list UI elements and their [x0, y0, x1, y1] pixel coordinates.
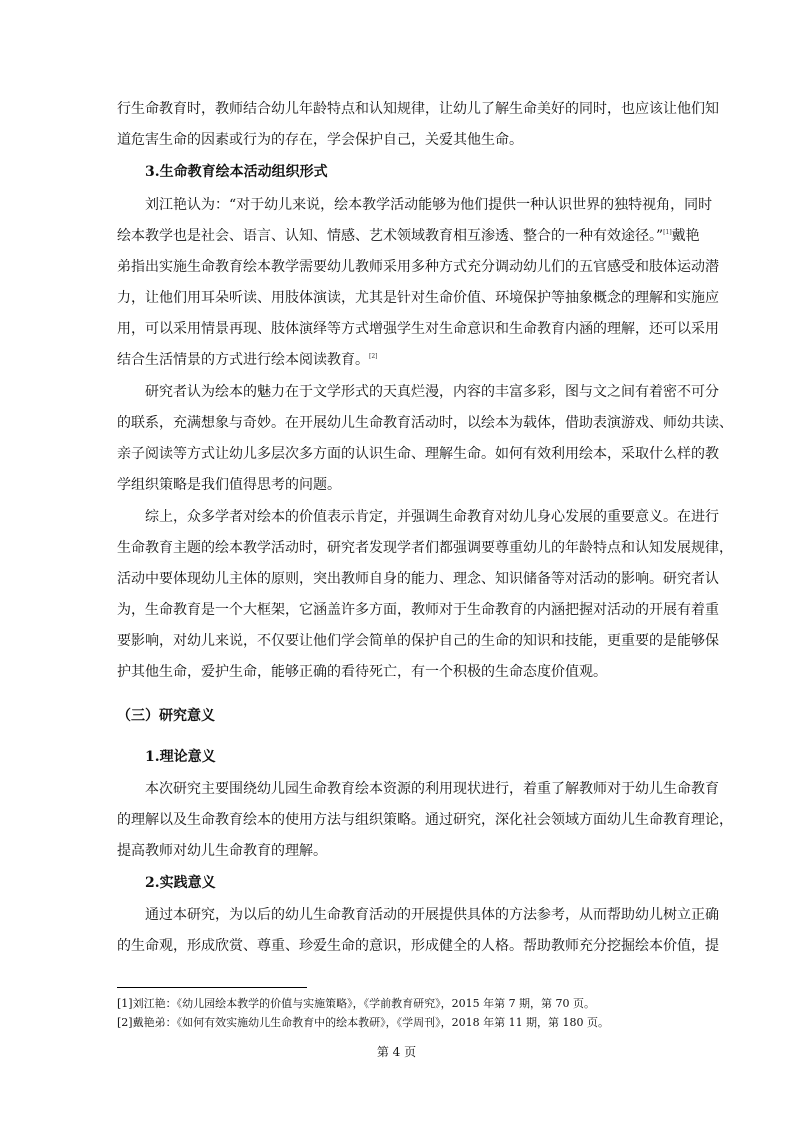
body-line: 道危害生命的因素或行为的存在，学会保护自己，关爱其他生命。 — [117, 132, 523, 148]
body-line: 的理解以及生命教育绘本的使用方法与组织策略。通过研究，深化社会领域方面幼儿生命教育理论， — [117, 812, 733, 828]
body-line: 要影响，对幼儿来说，不仅要让他们学会简单的保护自己的生命的知识和技能，更重要的是能够保 — [117, 633, 719, 649]
body-line: 的联系，充满想象与奇妙。在开展幼儿生命教育活动时，以绘本为载体，借助表演游戏、师幼共读、 — [117, 415, 733, 431]
body-line: 本次研究主要围绕幼儿园生命教育绘本资源的利用现状进行，着重了解教师对于幼儿生命教育 — [145, 781, 719, 797]
body-line: 通过本研究，为以后的幼儿生命教育活动的开展提供具体的方法参考，从而帮助幼儿树立正确 — [145, 907, 719, 923]
body-line: 为，生命教育是一个大框架，它涵盖许多方面，教师对于生命教育的内涵把握对活动的开展有着重 — [117, 602, 719, 618]
body-line — [117, 227, 712, 245]
body-line: 行生命教育时，教师结合幼儿年龄特点和认知规律，让幼儿了解生命美好的同时，也应该让他们知 — [117, 101, 719, 117]
section-heading-1: 1.理论意义 — [145, 749, 216, 765]
body-line: 护其他生命，爱护生命，能够正确的看待死亡，有一个积极的生命态度价值观。 — [117, 664, 607, 680]
body-line: 用，可以采用情景再现、肢体演绎等方式增强学生对生命意识和生命教育内涵的理解，还可以采用 — [117, 321, 719, 337]
section-heading-3: 3.生命教育绘本活动组织形式 — [145, 164, 328, 180]
body-line: 综上，众多学者对绘本的价值表示肯定，并强调生命教育对幼儿身心发展的重要意义。在进行 — [145, 509, 719, 525]
page-number: 第 4 页 — [376, 1045, 417, 1059]
body-line: 学组织策略是我们值得思考的问题。 — [117, 477, 341, 493]
footnote-2: [2]戴艳弟：《如何有效实施幼儿生命教育中的绘本教研》，《学周刊》，2018 年第 11 期，第 180 页。 — [117, 1016, 610, 1029]
body-line: 力，让他们用耳朵听读、用肢体演读，尤其是针对生命价值、环境保护等抽象概念的理解和实施应 — [117, 290, 719, 306]
body-line: 提高教师对幼儿生命教育的理解。 — [117, 843, 327, 859]
body-line: 生命教育主题的绘本教学活动时，研究者发现学者们都强调要尊重幼儿的年龄特点和认知发展规律， — [117, 540, 733, 556]
body-line: 的生命观，形成欣赏、尊重、珍爱生命的意识，形成健全的人格。帮助教师充分挖掘绘本价值，提 — [117, 938, 719, 954]
body-line: 研究者认为绘本的魅力在于文学形式的天真烂漫，内容的丰富多彩，图与文之间有着密不可分 — [145, 384, 719, 400]
body-line: 亲子阅读等方式让幼儿多层次多方面的认识生命、理解生命。如何有效利用绘本，采取什么样的教 — [117, 446, 719, 462]
body-line: 刘江艳认为：“对于幼儿来说，绘本教学活动能够为他们提供一种认识世界的独特视角，同时 — [145, 197, 713, 213]
footnote-1: [1]刘江艳：《幼儿园绘本教学的价值与实施策略》，《学前教育研究》，2015 年第 7 期，第 70 页。 — [117, 997, 596, 1010]
subsection-heading: （三）研究意义 — [117, 708, 215, 724]
body-line: 弟指出实施生命教育绘本教学需要幼儿教师采用多种方式充分调动幼儿们的五官感受和肢体运动潜 — [117, 259, 719, 275]
body-line — [117, 351, 712, 369]
footnote-ref-2[interactable]: [2] — [369, 353, 378, 360]
body-line: 活动中要体现幼儿主体的原则，突出教师自身的能力、理念、知识储备等对活动的影响。研究者认 — [117, 571, 719, 587]
section-heading-2: 2.实践意义 — [145, 875, 216, 891]
footnote-separator — [117, 987, 307, 988]
body-text: 戴艳 — [671, 228, 700, 244]
footnote-ref-1[interactable]: [1] — [663, 229, 672, 236]
body-text: 绘本教学也是社会、语言、认知、情感、艺术领域教育相互渗透、整合的一种有效途径。” — [117, 228, 664, 244]
body-text: 结合生活情景的方式进行绘本阅读教育。 — [117, 352, 369, 368]
